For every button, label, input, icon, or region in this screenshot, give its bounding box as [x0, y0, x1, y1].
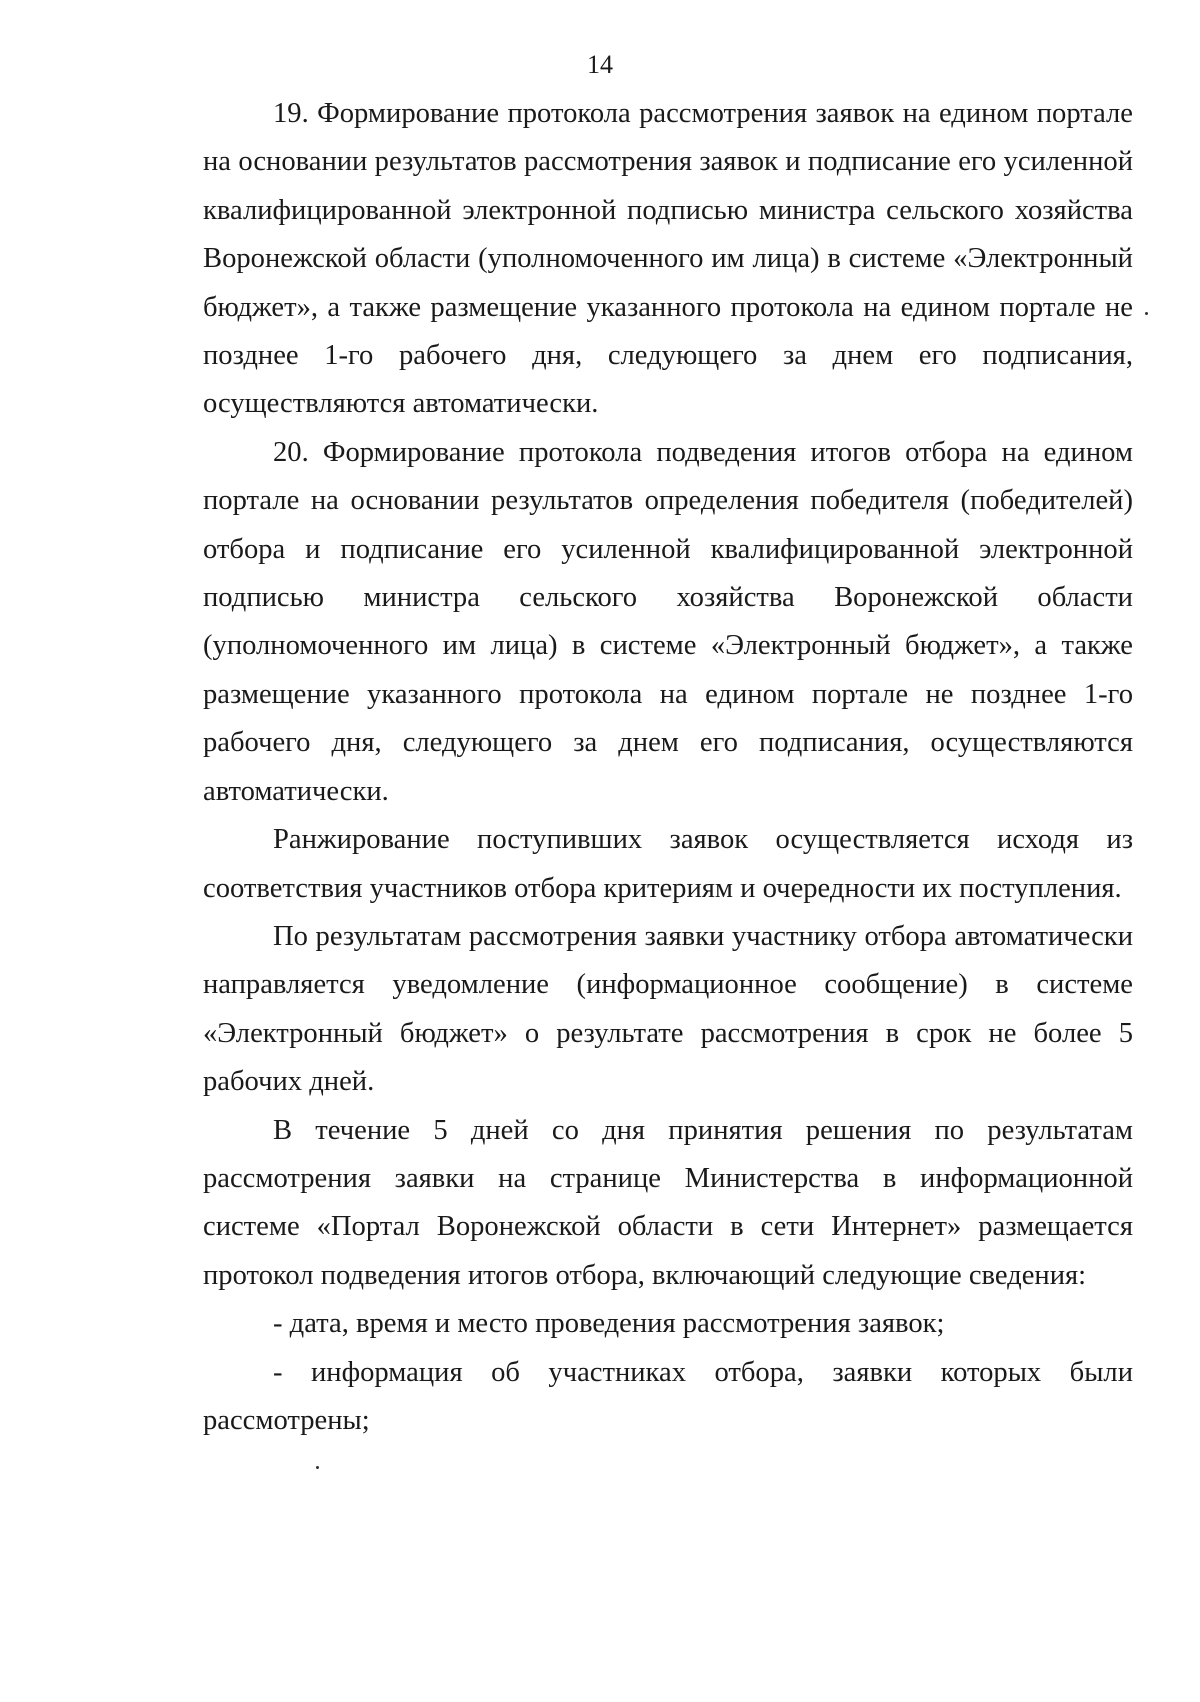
paragraph-20: 20. Формирование протокола подведения итогов отбора на едином портале на основании результатов определения победителя (победителей) отбора и подписание его усиленной квалифицированной электронной подписью министра сельского хозяйства Воронежской области (уполномоченного им лица) в системе «Электронный бюджет», а также размещение указанного протокола на едином портале не позднее 1-го рабочего дня, следующего за днем его подписания, осуществляются автоматически. — [203, 436, 1133, 807]
scan-artifact-dot — [1145, 312, 1148, 315]
paragraph-ranking: Ранжирование поступивших заявок осуществляется исходя из соответствия участников отбора критериям и очередности их поступления. — [203, 824, 1133, 904]
paragraph-notification: По результатам рассмотрения заявки участнику отбора автоматически направляется уведомление (информационное сообщение) в системе «Электронный бюджет» о результате рассмотрения в срок не более 5 рабочих дней. — [203, 920, 1133, 1098]
paragraph-19: 19. Формирование протокола рассмотрения заявок на едином портале на основании результатов рассмотрения заявок и подписание его усиленной квалифицированной электронной подписью министра сельского хозяйства Воронежской области (уполномоченного им лица) в системе «Электронный бюджет», а также размещение указанного протокола на едином портале не позднее 1-го рабочего дня, следующего за днем его подписания, осуществляются автоматически. — [203, 98, 1133, 420]
list-item-date-time-place: - дата, время и место проведения рассмотрения заявок; — [273, 1308, 945, 1340]
list-item-participants-info: - информация об участниках отбора, заявки которых были рассмотрены; — [203, 1356, 1133, 1436]
document-body — [203, 90, 1133, 1445]
page-number: 14 — [587, 50, 613, 79]
paragraph-protocol-publication: В течение 5 дней со дня принятия решения по результатам рассмотрения заявки на странице Министерства в информационной системе «Портал Воронежской области в сети Интернет» размещается протокол подведения итогов отбора, включающий следующие сведения: — [203, 1114, 1133, 1291]
scan-artifact-dot — [316, 1466, 319, 1469]
